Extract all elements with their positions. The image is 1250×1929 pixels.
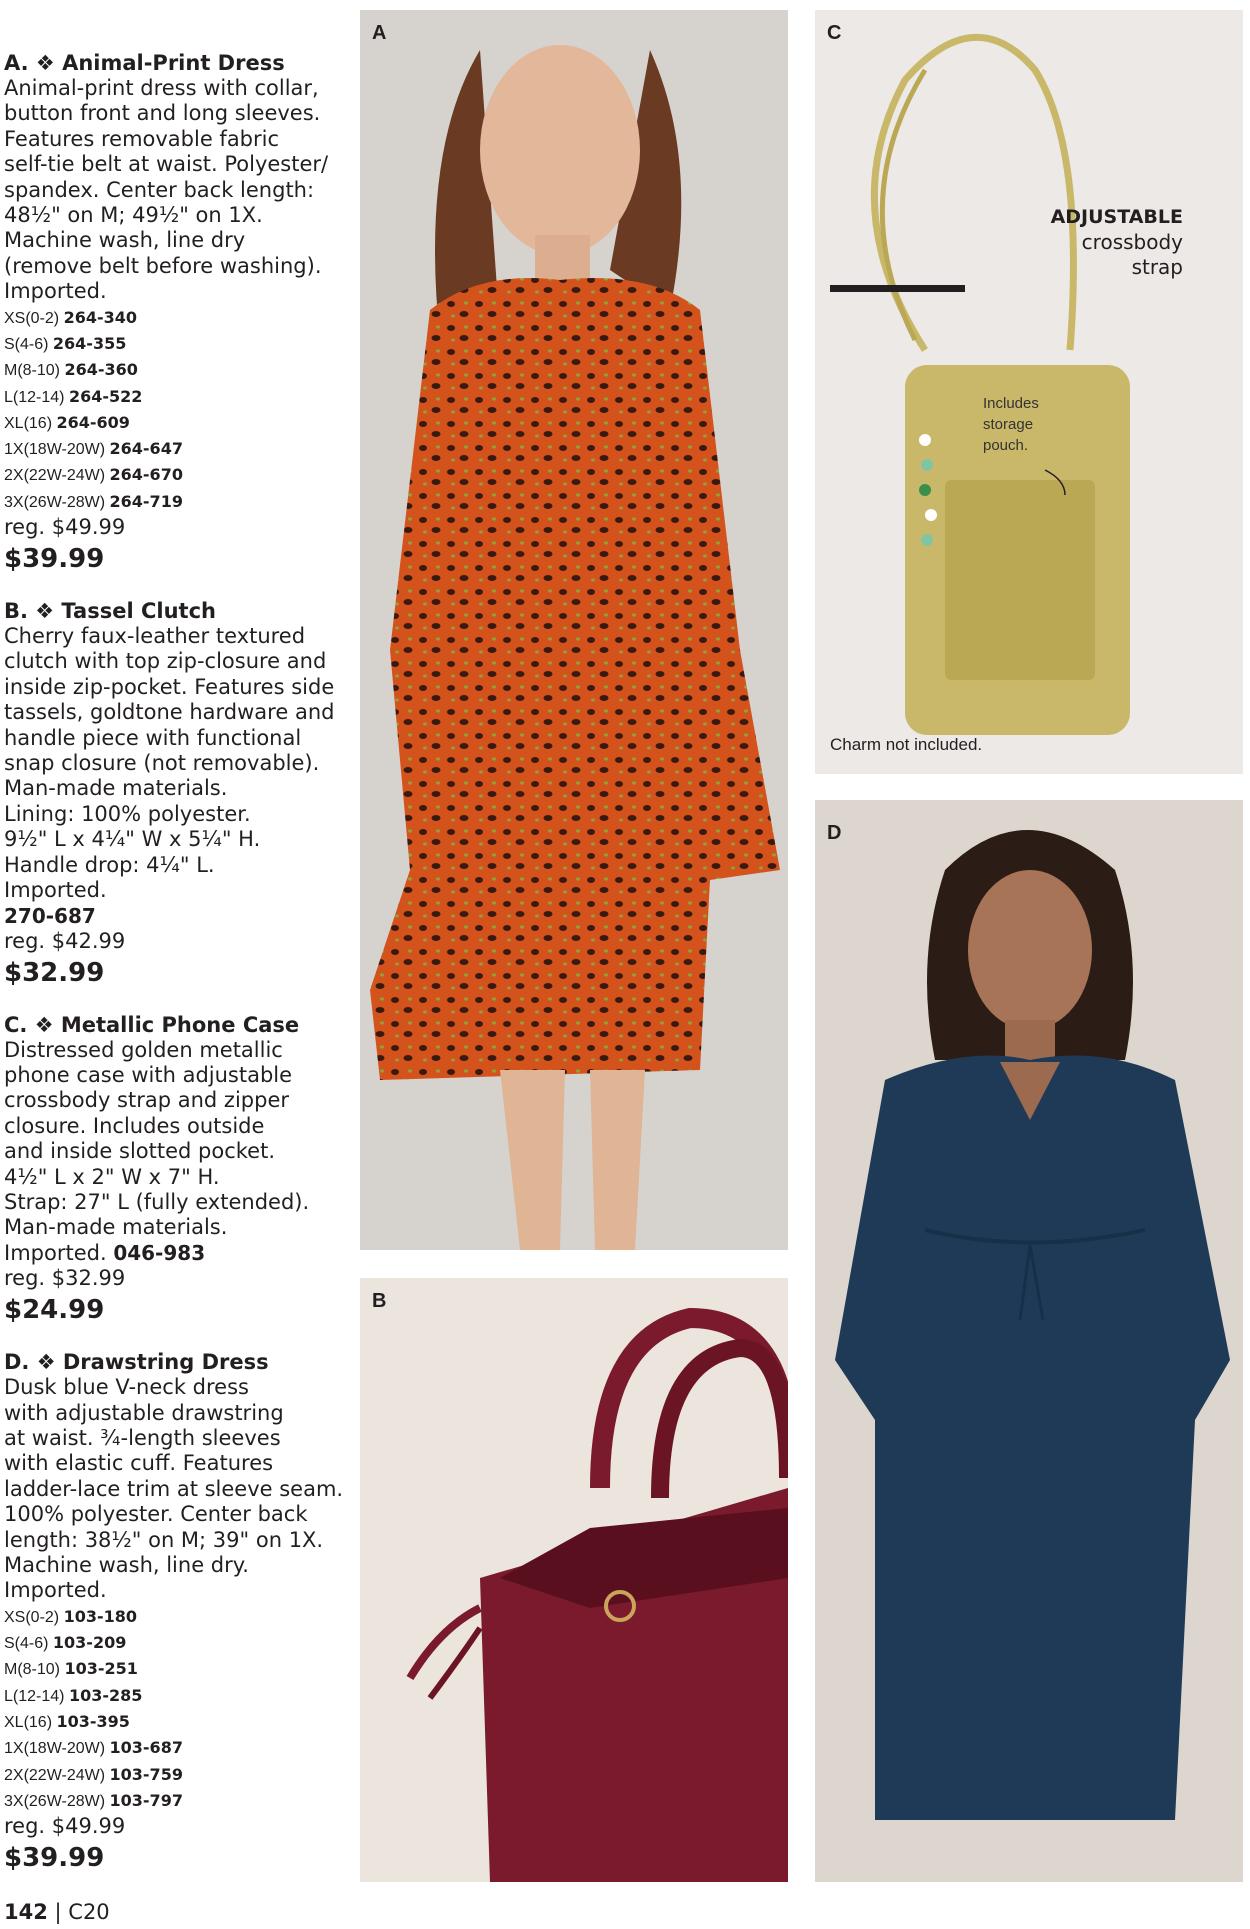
size-row: XS(0-2) 264-340 <box>4 307 138 327</box>
item-d-sizes <box>4 1604 354 1814</box>
phone-case-illustration <box>815 10 1243 774</box>
item-b-description: Cherry faux-leather textured clutch with top zip-closure and inside zip-pocket. Features side tassels, goldtone hardware and handle piece with functional snap closure (not removable). Man-made materials. Lining: 100% polyester. 9½" L x 4¼" W x 5¼" H. Handle drop: 4¼" L. Imported. <box>4 624 335 903</box>
item-a-sale-price: $39.99 <box>4 544 105 575</box>
item-b-title: B. ❖ Tassel Clutch <box>4 599 216 624</box>
size-row: XL(16) 103-395 <box>4 1712 130 1731</box>
dress-d-illustration <box>815 800 1243 1882</box>
size-row: M(8-10) 264-360 <box>4 360 138 380</box>
size-row: XS(0-2) 103-180 <box>4 1606 138 1626</box>
size-row: XL(16) 264-609 <box>4 412 130 432</box>
dress-a-illustration <box>360 10 788 1250</box>
photo-animal-print-dress <box>360 10 788 1250</box>
item-c-sale-price: $24.99 <box>4 1295 105 1326</box>
callout-divider <box>830 285 965 292</box>
size-row: 2X(22W-24W) 264-670 <box>4 465 183 485</box>
photo-metallic-phone-case <box>815 10 1243 774</box>
item-c <box>4 1012 354 1330</box>
item-b-code: 270-687 <box>4 903 96 928</box>
clutch-illustration <box>360 1278 788 1882</box>
adjustable-strap-callout: ADJUSTABLE crossbody strap <box>1050 206 1183 279</box>
item-b-regular-price: reg. $42.99 <box>4 928 126 953</box>
size-row: 1X(18W-20W) 103-687 <box>4 1738 183 1758</box>
charm-note: Charm not included. <box>830 735 983 754</box>
panel-label-c: C <box>827 22 842 44</box>
item-b <box>4 598 354 991</box>
size-row: S(4-6) 103-209 <box>4 1633 127 1653</box>
item-c-code: 046-983 <box>113 1240 206 1265</box>
catalog-code: C20 <box>68 1900 110 1924</box>
size-row: 3X(26W-28W) 264-719 <box>4 491 183 511</box>
page-footer: 142 | C20 <box>4 1900 110 1924</box>
item-d <box>4 1349 354 1877</box>
item-d-title: D. ❖ Drawstring Dress <box>4 1350 269 1375</box>
size-row: L(12-14) 103-285 <box>4 1685 143 1705</box>
size-row: 2X(22W-24W) 103-759 <box>4 1764 183 1784</box>
photo-drawstring-dress <box>815 800 1243 1882</box>
item-c-description: Distressed golden metallic phone case with adjustable crossbody strap and zipper closure. Includes outside and inside slotted pocket. 4½" L x 2" W x 7" H. Strap: 27" L (fully extended). Man-made materials. <box>4 1037 310 1240</box>
item-c-import-line: Imported. 046-983 <box>4 1240 206 1265</box>
item-a-title: A. ❖ Animal-Print Dress <box>4 51 285 75</box>
size-row: S(4-6) 264-355 <box>4 333 127 353</box>
item-d-regular-price: reg. $49.99 <box>4 1814 126 1839</box>
item-b-sale-price: $32.99 <box>4 957 105 988</box>
item-a-sizes <box>4 305 354 515</box>
photo-tassel-clutch <box>360 1278 788 1882</box>
storage-pouch-callout: Includes storage pouch. <box>983 395 1039 454</box>
panel-label-d: D <box>827 822 842 844</box>
product-descriptions <box>4 50 354 1897</box>
page-number: 142 <box>4 1900 48 1924</box>
item-a-description: Animal-print dress with collar, button front and long sleeves. Features removable fabric self-tie belt at waist. Polyester/ spandex. Center back length: 48½" on M; 49½" on 1X. Machine wash, line dry (remove belt before washing). Imported. <box>4 76 329 304</box>
item-d-sale-price: $39.99 <box>4 1843 105 1874</box>
size-row: 1X(18W-20W) 264-647 <box>4 439 183 459</box>
size-row: M(8-10) 103-251 <box>4 1659 138 1679</box>
panel-label-b: B <box>372 1290 387 1312</box>
item-a-regular-price: reg. $49.99 <box>4 515 126 540</box>
size-row: L(12-14) 264-522 <box>4 386 143 406</box>
panel-label-a: A <box>372 22 387 44</box>
item-d-description: Dusk blue V-neck dress with adjustable drawstring at waist. ¾-length sleeves with elastic cuff. Features ladder-lace trim at sleeve seam. 100% polyester. Center back length: 38½" on M; 39" on 1X. Machine wash, line dry. Imported. <box>4 1375 344 1603</box>
item-a <box>4 50 354 578</box>
item-c-title: C. ❖ Metallic Phone Case <box>4 1012 300 1037</box>
item-c-regular-price: reg. $32.99 <box>4 1266 126 1291</box>
size-row: 3X(26W-28W) 103-797 <box>4 1790 183 1810</box>
